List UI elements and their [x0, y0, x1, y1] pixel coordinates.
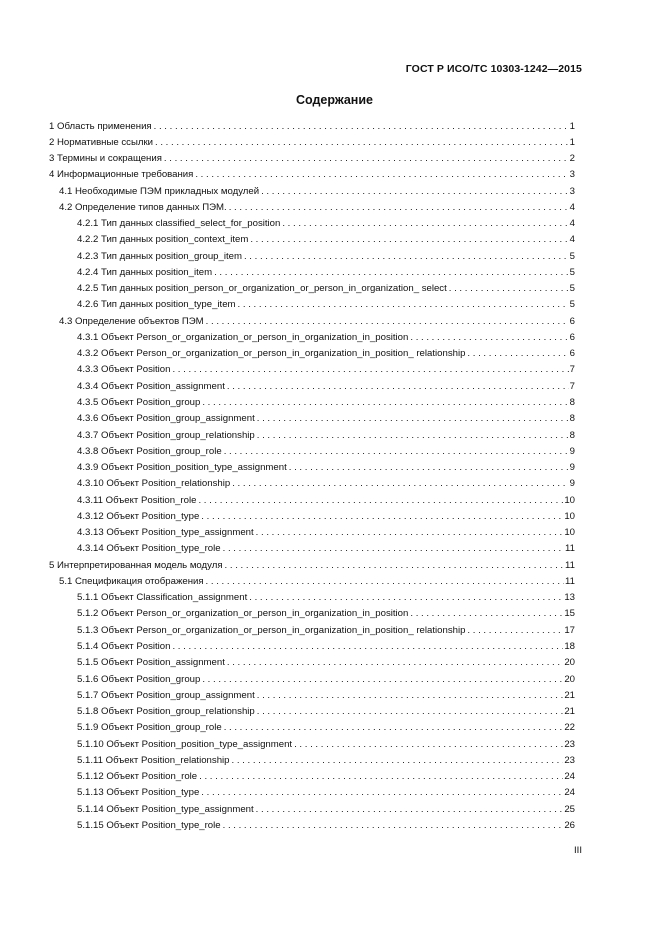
toc-entry-title: 5.1.10 Объект Position_position_type_assignment	[77, 738, 293, 750]
toc-entry[interactable]	[49, 623, 575, 639]
toc-entry-title: 5.1.6 Объект Position_group	[77, 673, 201, 685]
toc-dot-leader	[232, 753, 564, 769]
toc-title: Содержание	[295, 93, 373, 107]
toc-dot-leader	[206, 574, 564, 590]
toc-entry-title: 5.1 Спецификация отображения	[59, 575, 204, 587]
toc-entry-page: 4	[569, 234, 575, 246]
toc-dot-leader	[199, 769, 563, 785]
toc-entry-title: 4.2.1 Тип данных classified_select_for_position	[77, 218, 281, 230]
toc-entry[interactable]	[49, 135, 575, 151]
toc-entry-page: 11	[565, 559, 575, 571]
toc-dot-leader	[229, 200, 569, 216]
toc-entry-title: 4.3.1 Объект Person_or_organization_or_person_in_organization_in_position	[77, 331, 409, 343]
toc-entry-title: 4.1 Необходимые ПЭМ прикладных модулей	[59, 185, 260, 197]
toc-entry-page: 4	[569, 218, 575, 230]
toc-dot-leader	[257, 688, 564, 704]
toc-dot-leader	[261, 184, 569, 200]
toc-entry-title: 5.1.5 Объект Position_assignment	[77, 657, 225, 669]
toc-entry[interactable]	[49, 395, 575, 411]
toc-entry[interactable]	[49, 704, 575, 720]
toc-entry-page: 5	[569, 299, 575, 311]
toc-dot-leader	[224, 720, 564, 736]
toc-entry-page: 7	[569, 364, 575, 376]
toc-entry-page: 20	[564, 673, 575, 685]
toc-entry-page: 2	[569, 153, 575, 165]
toc-entry[interactable]	[49, 753, 575, 769]
toc-entry-page: 15	[564, 608, 575, 620]
toc-dot-leader	[201, 509, 563, 525]
toc-dot-leader	[256, 802, 564, 818]
toc-dot-leader	[201, 785, 563, 801]
toc-entry-title: 5.1.8 Объект Position_group_relationship	[77, 706, 255, 718]
page-number: III	[574, 845, 582, 856]
toc-entry-page: 11	[565, 543, 575, 555]
toc-entry-title: 5.1.11 Объект Position_relationship	[77, 754, 230, 766]
toc-entry[interactable]	[49, 574, 575, 590]
toc-entry[interactable]	[49, 493, 575, 509]
toc-entry-page: 5	[569, 266, 575, 278]
toc-entry-page: 1	[569, 136, 575, 148]
toc-entry[interactable]	[49, 200, 575, 216]
toc-entry-title: 4.3.5 Объект Position_group	[77, 397, 201, 409]
toc-dot-leader	[154, 119, 569, 135]
toc-entry-page: 6	[569, 348, 575, 360]
toc-entry-page: 23	[564, 738, 575, 750]
toc-dot-leader	[467, 623, 563, 639]
toc-dot-leader	[257, 411, 569, 427]
toc-entry-title: 2 Нормативные ссылки	[49, 136, 154, 148]
toc-dot-leader	[223, 818, 564, 834]
toc-entry-page: 5	[569, 283, 575, 295]
toc-entry-page: 7	[569, 380, 575, 392]
toc-dot-leader	[164, 151, 569, 167]
toc-entry-title: 1 Область применения	[49, 120, 152, 132]
toc-dot-leader	[198, 493, 563, 509]
toc-entry-page: 8	[569, 429, 575, 441]
toc-entry-title: 4.2.6 Тип данных position_type_item	[77, 299, 236, 311]
toc-entry-page: 3	[569, 185, 575, 197]
toc-dot-leader	[250, 232, 568, 248]
toc-entry[interactable]	[49, 346, 575, 362]
toc-entry[interactable]	[49, 769, 575, 785]
toc-dot-leader	[224, 444, 569, 460]
toc-entry-title: 4 Информационные требования	[49, 169, 194, 181]
toc-entry-title: 4.3.4 Объект Position_assignment	[77, 380, 225, 392]
toc-entry-page: 8	[569, 397, 575, 409]
toc-entry[interactable]	[49, 232, 575, 248]
toc-entry-page: 6	[569, 315, 575, 327]
toc-entry-page: 4	[569, 201, 575, 213]
toc-dot-leader	[410, 606, 563, 622]
toc-dot-leader	[467, 346, 568, 362]
toc-entry-title: 5.1.15 Объект Position_type_role	[77, 819, 221, 831]
toc-entry[interactable]	[49, 476, 575, 492]
toc-entry-page: 10	[564, 527, 575, 539]
toc-entry[interactable]	[49, 379, 575, 395]
toc-dot-leader	[449, 281, 569, 297]
toc-entry[interactable]	[49, 688, 575, 704]
toc-entry-page: 9	[569, 445, 575, 457]
toc-entry-title: 3 Термины и сокращения	[49, 153, 162, 165]
toc-dot-leader	[249, 590, 563, 606]
toc-entry-title: 5.1.13 Объект Position_type	[77, 787, 200, 799]
toc-entry-title: 5.1.2 Объект Person_or_organization_or_person_in_organization_in_position	[77, 608, 409, 620]
toc-entry-title: 5.1.7 Объект Position_group_assignment	[77, 689, 255, 701]
toc-entry[interactable]	[49, 606, 575, 622]
toc-dot-leader	[227, 655, 563, 671]
toc-entry-title: 5.1.9 Объект Position_group_role	[77, 722, 222, 734]
document-code-header: ГОСТ Р ИСО/ТС 10303-1242—2015	[405, 63, 582, 75]
toc-entry-page: 11	[565, 575, 575, 587]
toc-entry-page: 20	[564, 657, 575, 669]
toc-dot-leader	[257, 428, 569, 444]
toc-entry-page: 24	[564, 787, 575, 799]
toc-entry-title: 5.1.14 Объект Position_type_assignment	[77, 803, 254, 815]
toc-entry-page: 26	[564, 819, 575, 831]
toc-entry[interactable]	[49, 509, 575, 525]
toc-entry-title: 5.1.1 Объект Classification_assignment	[77, 592, 248, 604]
toc-entry[interactable]	[49, 281, 575, 297]
toc-dot-leader	[294, 737, 563, 753]
toc-entry-title: 4.3.2 Объект Person_or_organization_or_person_in_organization_in_position_ relationship	[77, 348, 466, 360]
toc-dot-leader	[225, 558, 564, 574]
toc-entry[interactable]	[49, 672, 575, 688]
toc-dot-leader	[195, 167, 568, 183]
toc-entry-title: 4.3.9 Объект Position_position_type_assignment	[77, 462, 287, 474]
toc-entry[interactable]	[49, 297, 575, 313]
toc-entry-page: 18	[564, 641, 575, 652]
toc-entry-page: 13	[564, 592, 575, 604]
toc-entry[interactable]	[49, 818, 575, 834]
toc-dot-leader	[223, 541, 564, 557]
toc-entry-page: 9	[569, 462, 575, 474]
toc-entry[interactable]	[49, 460, 575, 476]
toc-entry-page: 1	[569, 120, 575, 132]
toc-entry-title: 4.3.13 Объект Position_type_assignment	[77, 527, 254, 539]
toc-entry[interactable]	[49, 655, 575, 671]
toc-entry-title: 4.3.7 Объект Position_group_relationship	[77, 429, 255, 441]
toc-entry[interactable]	[49, 151, 575, 167]
toc-entry[interactable]	[49, 265, 575, 281]
toc-entry[interactable]	[49, 167, 575, 183]
toc-entry[interactable]	[49, 737, 575, 753]
toc-entry[interactable]	[49, 249, 575, 265]
toc-entry[interactable]	[49, 785, 575, 801]
toc-entry-title: 5 Интерпретированная модель модуля	[49, 559, 223, 571]
table-of-contents	[49, 119, 575, 835]
toc-entry-title: 5.1.3 Объект Person_or_organization_or_person_in_organization_in_position_ relationship	[77, 624, 466, 636]
toc-entry-page: 10	[564, 494, 575, 506]
toc-entry[interactable]	[49, 184, 575, 200]
toc-entry-page: 5	[569, 250, 575, 262]
toc-dot-leader	[155, 135, 569, 151]
toc-entry-page: 10	[564, 510, 575, 522]
toc-dot-leader	[256, 525, 564, 541]
toc-entry[interactable]	[49, 119, 575, 135]
toc-dot-leader	[244, 249, 569, 265]
toc-entry-title: 4.2 Определение типов данных ПЭМ.	[59, 201, 227, 213]
toc-entry-title: 4.3.3 Объект Position	[77, 364, 171, 376]
toc-entry[interactable]	[49, 314, 575, 330]
toc-entry[interactable]	[49, 525, 575, 541]
toc-entry[interactable]	[49, 639, 575, 655]
toc-dot-leader	[172, 639, 563, 655]
toc-dot-leader	[202, 672, 563, 688]
toc-entry-title: 4.3.11 Объект Position_role	[77, 494, 197, 506]
toc-entry[interactable]	[49, 330, 575, 346]
toc-entry-title: 4.3.6 Объект Position_group_assignment	[77, 413, 255, 425]
toc-entry-title: 4.3 Определение объектов ПЭМ	[59, 315, 204, 327]
toc-entry-page: 3	[569, 169, 575, 181]
toc-entry-page: 24	[564, 771, 575, 783]
toc-dot-leader	[289, 460, 569, 476]
toc-entry-page: 6	[569, 331, 575, 343]
toc-entry-page: 9	[569, 478, 575, 490]
toc-dot-leader	[227, 379, 569, 395]
toc-entry-title: 4.2.2 Тип данных position_context_item	[77, 234, 249, 246]
toc-dot-leader	[206, 314, 569, 330]
toc-entry-title: 5.1.4 Объект Position	[77, 641, 171, 652]
toc-entry-page: 8	[569, 413, 575, 425]
toc-dot-leader	[172, 362, 568, 378]
toc-dot-leader	[410, 330, 568, 346]
toc-entry-page: 25	[564, 803, 575, 815]
toc-entry-page: 21	[564, 689, 575, 701]
toc-dot-leader	[214, 265, 569, 281]
toc-entry[interactable]	[49, 444, 575, 460]
toc-entry-page: 17	[564, 624, 575, 636]
toc-dot-leader	[238, 297, 569, 313]
toc-entry[interactable]	[49, 558, 575, 574]
toc-entry-title: 5.1.12 Объект Position_role	[77, 771, 198, 783]
toc-entry[interactable]	[49, 720, 575, 736]
toc-entry[interactable]	[49, 590, 575, 606]
toc-entry-page: 21	[564, 706, 575, 718]
toc-entry-title: 4.3.10 Объект Position_relationship	[77, 478, 231, 490]
toc-entry-page: 22	[564, 722, 575, 734]
toc-dot-leader	[202, 395, 568, 411]
toc-dot-leader	[282, 216, 568, 232]
toc-entry[interactable]	[49, 411, 575, 427]
toc-entry-title: 4.3.8 Объект Position_group_role	[77, 445, 222, 457]
toc-dot-leader	[257, 704, 564, 720]
toc-entry-title: 4.3.14 Объект Position_type_role	[77, 543, 221, 555]
toc-entry[interactable]	[49, 428, 575, 444]
toc-entry[interactable]	[49, 802, 575, 818]
toc-dot-leader	[232, 476, 568, 492]
toc-entry-title: 4.2.3 Тип данных position_group_item	[77, 250, 242, 262]
toc-entry-title: 4.2.5 Тип данных position_person_or_organization_or_person_in_organization_ select	[77, 283, 447, 295]
toc-entry[interactable]	[49, 541, 575, 557]
toc-entry-title: 4.2.4 Тип данных position_item	[77, 266, 213, 278]
toc-entry-page: 23	[564, 754, 575, 766]
toc-entry-title: 4.3.12 Объект Position_type	[77, 510, 200, 522]
toc-entry[interactable]	[49, 362, 575, 378]
toc-entry[interactable]	[49, 216, 575, 232]
